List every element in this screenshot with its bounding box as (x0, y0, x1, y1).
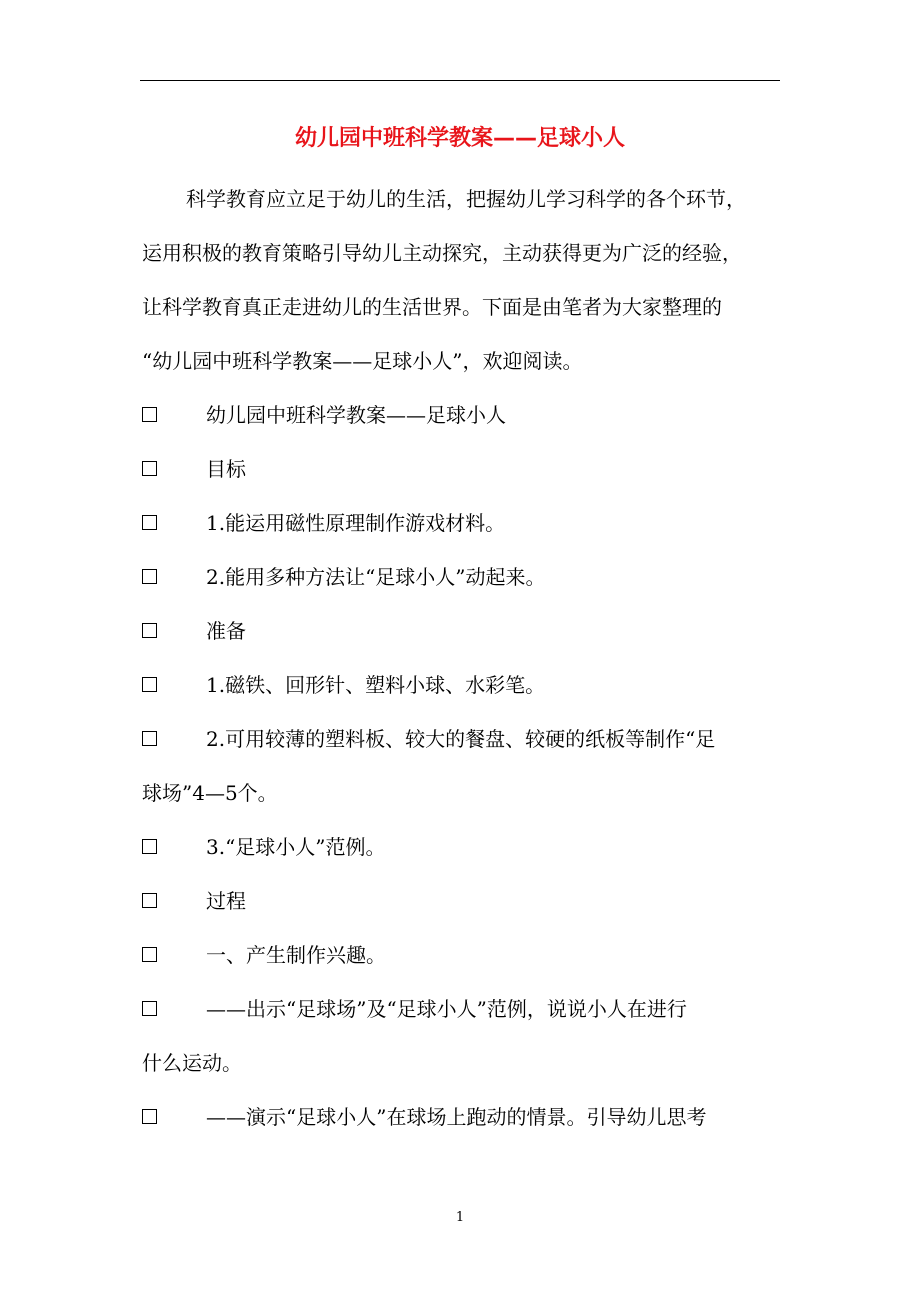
list-item: 2.能用多种方法让“足球小人”动起来。 (206, 565, 546, 589)
list-item: 准备 (206, 619, 246, 643)
list-item: 2.可用较薄的塑料板、较大的餐盘、较硬的纸板等制作“足 (206, 727, 716, 751)
checkbox[interactable] (142, 461, 157, 476)
checkbox[interactable] (142, 677, 157, 692)
list-item-continuation: 球场”4—5个。 (142, 781, 278, 805)
list-item: 1.能运用磁性原理制作游戏材料。 (206, 511, 506, 535)
intro-line: 科学教育应立足于幼儿的生活，把握幼儿学习科学的各个环节， (186, 187, 746, 211)
checkbox[interactable] (142, 515, 157, 530)
checkbox[interactable] (142, 731, 157, 746)
checkbox[interactable] (142, 839, 157, 854)
list-item: ——出示“足球场”及“足球小人”范例，说说小人在进行 (206, 997, 687, 1021)
checkbox[interactable] (142, 1001, 157, 1016)
list-item: 幼儿园中班科学教案——足球小人 (206, 403, 506, 427)
list-item: 3.“足球小人”范例。 (206, 835, 386, 859)
intro-line: 运用积极的教育策略引导幼儿主动探究，主动获得更为广泛的经验， (142, 241, 742, 265)
header-rule (140, 80, 780, 81)
checkbox[interactable] (142, 1109, 157, 1124)
list-item: ——演示“足球小人”在球场上跑动的情景。引导幼儿思考 (206, 1105, 707, 1129)
list-item: 一、产生制作兴趣。 (206, 943, 386, 967)
checkbox[interactable] (142, 623, 157, 638)
checkbox[interactable] (142, 893, 157, 908)
document-title: 幼儿园中班科学教案——足球小人 (294, 126, 625, 151)
list-item-continuation: 什么运动。 (142, 1051, 242, 1075)
checkbox[interactable] (142, 947, 157, 962)
intro-line: 让科学教育真正走进幼儿的生活世界。下面是由笔者为大家整理的 (142, 295, 722, 319)
page-number: 1 (455, 1210, 465, 1225)
list-item: 过程 (206, 889, 246, 913)
list-item: 目标 (206, 457, 246, 481)
list-item: 1.磁铁、回形针、塑料小球、水彩笔。 (206, 673, 546, 697)
checkbox[interactable] (142, 407, 157, 422)
checkbox[interactable] (142, 569, 157, 584)
intro-line: “幼儿园中班科学教案——足球小人”，欢迎阅读。 (142, 349, 583, 373)
